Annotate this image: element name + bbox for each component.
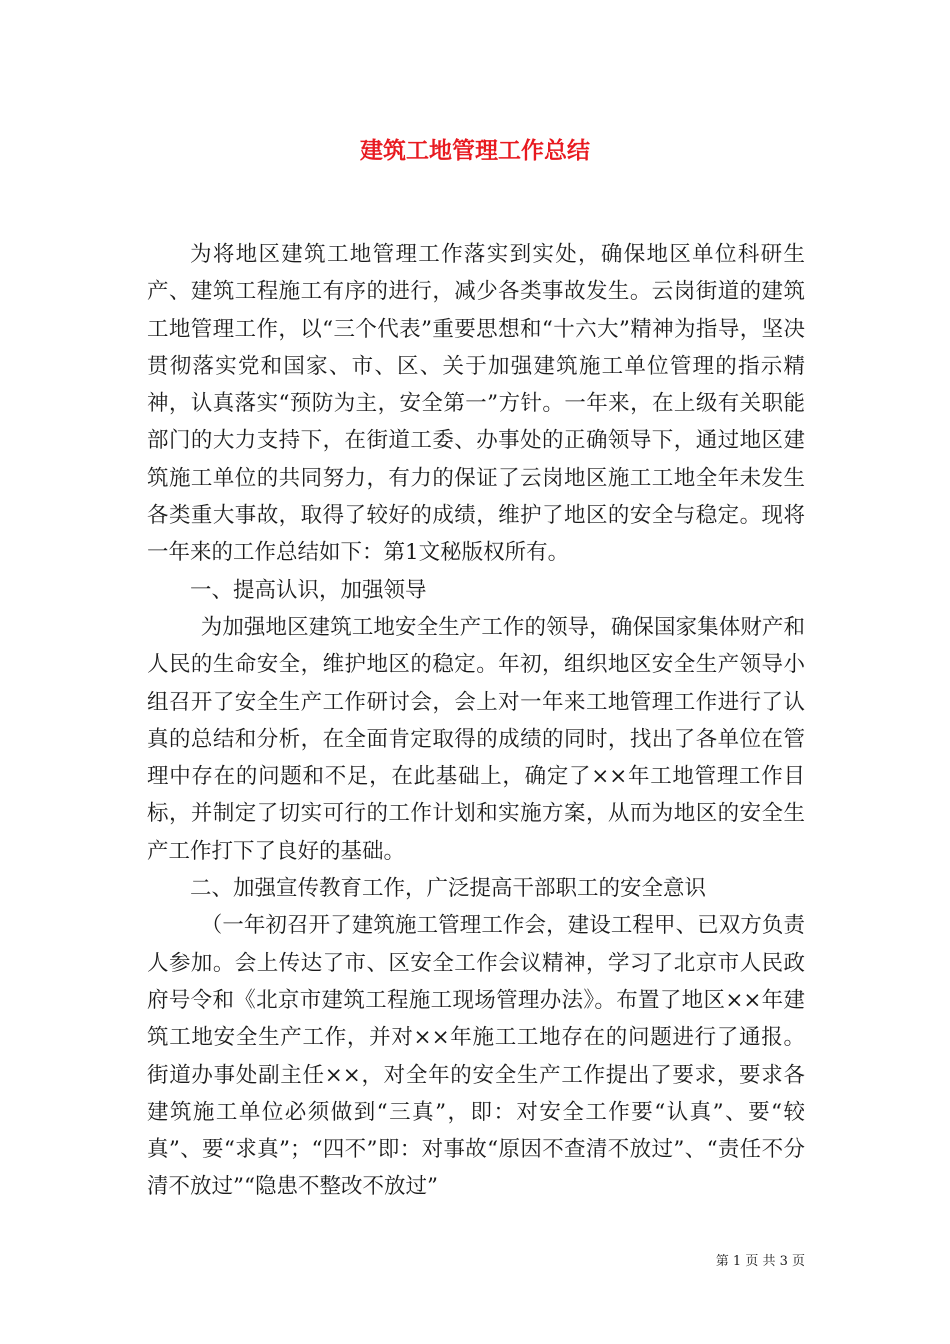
page-number-footer: 第 1 页 共 3 页 xyxy=(715,1254,805,1269)
paragraph-section-1: 为加强地区建筑工地安全生产工作的领导，确保国家集体财产和人民的生命安全，维护地区的稳定。年初，组织地区安全生产领导小组召开了安全生产工作研讨会，会上对一年来工地管理工作进行了认真的总结和分析，在全面肯定取得的成绩的同时，找出了各单位在管理中存在的问题和不足，在此基础上，确定了××年工地管理工作目标，并制定了切实可行的工作计划和实施方案，从而为地区的安全生产工作打下了良好的基础。 xyxy=(147,614,805,864)
section-heading-2: 二、加强宣传教育工作，广泛提高干部职工的安全意识 xyxy=(190,876,707,902)
section-heading-1: 一、提高认识，加强领导 xyxy=(190,577,427,603)
document-body xyxy=(147,236,805,1206)
paragraph-intro: 为将地区建筑工地管理工作落实到实处，确保地区单位科研生产、建筑工程施工有序的进行，减少各类事故发生。云岗街道的建筑工地管理工作，以“三个代表”重要思想和“十六大”精神为指导，坚决贯彻落实党和国家、市、区、关于加强建筑施工单位管理的指示精神，认真落实“预防为主，安全第一”方针。一年来，在上级有关职能部门的大力支持下，在街道工委、办事处的正确领导下，通过地区建筑施工单位的共同努力，有力的保证了云岗地区施工工地全年未发生各类重大事故，取得了较好的成绩，维护了地区的安全与稳定。现将一年来的工作总结如下：第1文秘版权所有。 xyxy=(147,242,805,566)
document-title: 建筑工地管理工作总结 xyxy=(360,137,590,164)
paragraph-section-2: （一年初召开了建筑施工管理工作会，建设工程甲、已双方负责人参加。会上传达了市、区安全工作会议精神，学习了北京市人民政府号令和《北京市建筑工程施工现场管理办法》。布置了地区××年建筑工地安全生产工作，并对××年施工工地存在的问题进行了通报。街道办事处副主任××，对全年的安全生产工作提出了要求，要求各建筑施工单位必须做到“三真”，即：对安全工作要“认真”、要“较真”、要“求真”；“四不”即：对事故“原因不查清不放过”、“责任不分清不放过”“隐患不整改不放过” xyxy=(147,913,805,1200)
